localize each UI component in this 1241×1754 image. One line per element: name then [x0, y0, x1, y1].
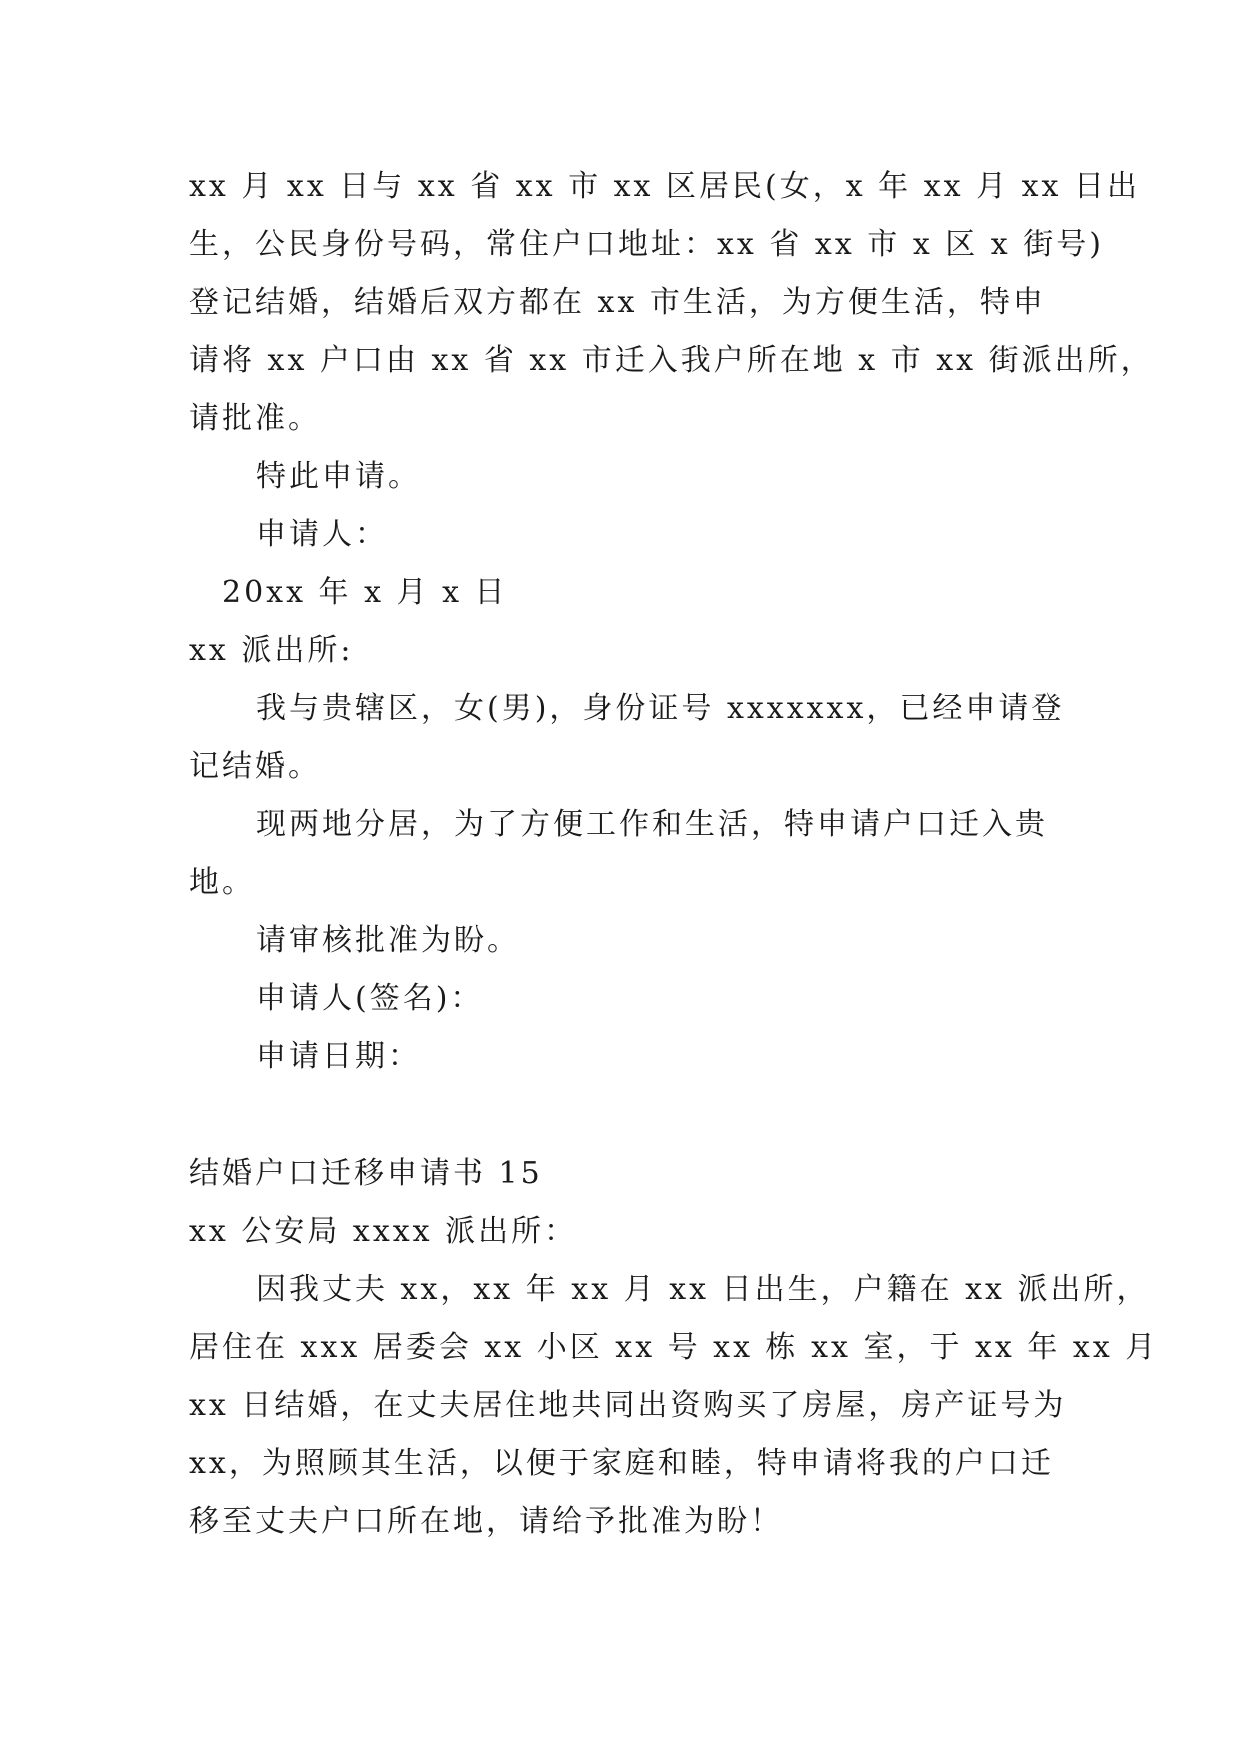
text-line: 居住在 xxx 居委会 xx 小区 xx 号 xx 栋 xx 室，于 xx 年 xx 月 — [189, 1330, 1159, 1365]
text-line: xx，为照顾其生活，以便于家庭和睦，特申请将我的户口迁 — [189, 1446, 1054, 1481]
text-line: xx 日结婚，在丈夫居住地共同出资购买了房屋，房产证号为 — [189, 1388, 1067, 1423]
text-line: 特此申请。 — [256, 459, 421, 494]
text-line: 移至丈夫户口所在地，请给予批准为盼！ — [189, 1504, 783, 1539]
section-title: 结婚户口迁移申请书 15 — [189, 1156, 543, 1191]
text-line: xx 月 xx 日与 xx 省 xx 市 xx 区居民(女，x 年 xx 月 xx 日出 — [189, 169, 1140, 204]
text-line: 请批准。 — [189, 401, 321, 436]
text-line: 请将 xx 户口由 xx 省 xx 市迁入我户所在地 x 市 xx 街派出所， — [189, 343, 1154, 378]
text-line: 生，公民身份号码，常住户口地址：xx 省 xx 市 x 区 x 街号) — [189, 227, 1104, 262]
text-line: 请审核批准为盼。 — [256, 923, 520, 958]
text-line: 我与贵辖区，女(男)，身份证号 xxxxxxx，已经申请登 — [256, 691, 1065, 726]
date-line: 20xx 年 x 月 x 日 — [222, 575, 508, 610]
date-label: 申请日期： — [256, 1039, 421, 1074]
signature-label: 申请人： — [256, 517, 388, 552]
text-line: 登记结婚，结婚后双方都在 xx 市生活，为方便生活，特申 — [189, 285, 1046, 320]
salutation: xx 公安局 xxxx 派出所： — [189, 1214, 578, 1249]
signature-label: 申请人(签名)： — [256, 981, 484, 1016]
salutation: xx 派出所: — [189, 633, 354, 668]
text-line: 现两地分居，为了方便工作和生活，特申请户口迁入贵 — [256, 807, 1048, 842]
text-line: 因我丈夫 xx，xx 年 xx 月 xx 日出生，户籍在 xx 派出所， — [256, 1272, 1150, 1307]
text-line: 地。 — [189, 865, 255, 900]
text-line: 记结婚。 — [189, 749, 321, 784]
